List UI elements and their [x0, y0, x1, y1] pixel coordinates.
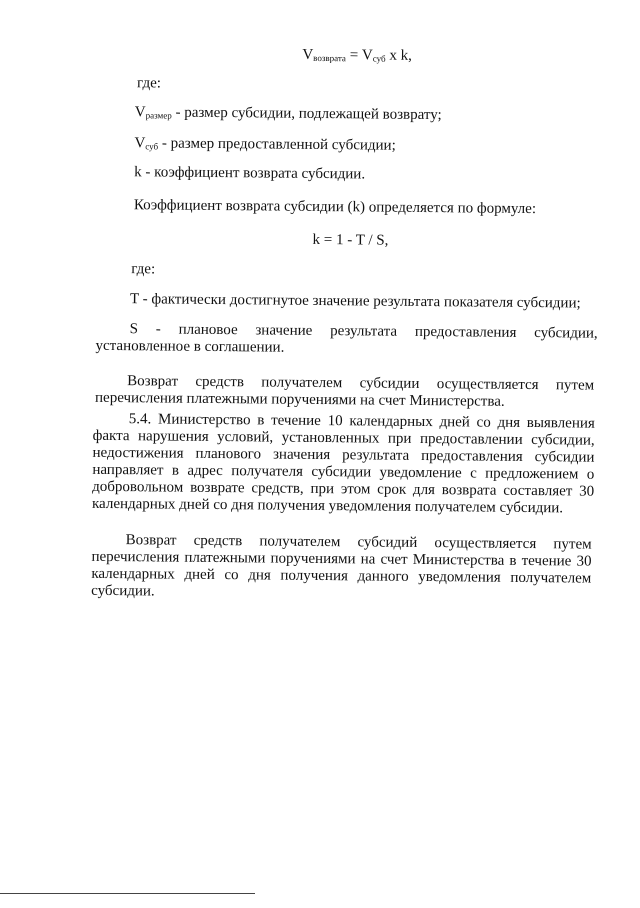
definition-s-line2: установленное в соглашении.	[95, 337, 285, 356]
formula-v-symbol: V	[302, 46, 314, 63]
section-5-4-line2: факта нарушения условий, установленных при предоставлении субсидии,	[92, 427, 595, 449]
def-v-symbol: V	[134, 104, 146, 121]
def-v-razmer-text: - размер субсидии, подлежащей возврату;	[171, 104, 442, 124]
coefficient-intro: Коэффициент возврата субсидии (k) определяется по формуле:	[133, 197, 537, 218]
section-5-4-line6: календарных дней со дня получения уведомления получателем субсидии.	[91, 495, 564, 517]
formula-vozvrat	[302, 46, 412, 68]
definition-k: k - коэффициент возврата субсидии.	[134, 164, 366, 183]
footnote-divider	[0, 893, 255, 894]
formula-equals: =	[345, 47, 363, 64]
section-5-4-line1: 5.4. Министерство в течение 10 календарных дней со дня выявления	[128, 411, 595, 432]
def-vsub-symbol: V	[134, 135, 146, 152]
return-paragraph-1-line2: перечисления платежными поручениями на счет Министерства.	[94, 389, 505, 410]
return-paragraph-2-line3: календарных дней со дня получения данного уведомления получателем	[91, 565, 592, 587]
section-5-4-line5: добровольном возврате средств, при этом срок для возврата составляет 30	[92, 478, 595, 500]
return-paragraph-2-line2: перечисления платежными поручениями на счет Министерства в течение 30	[91, 548, 592, 570]
gde-label-2: где:	[131, 261, 156, 278]
gde-label-1: где:	[136, 75, 162, 92]
formula-rest: x k,	[385, 47, 412, 64]
return-paragraph-1-line1: Возврат средств получателем субсидии осуществляется путем	[127, 373, 595, 394]
formula-v2-symbol: V	[361, 47, 373, 64]
formula-sub-vozvrata: возврата	[313, 52, 347, 64]
def-vsub-text: - размер предоставленной субсидии;	[158, 135, 396, 154]
formula-sub-sub: суб	[372, 53, 386, 64]
section-5-4-line4: направляет в адрес получателя субсидии уведомление с предложением о	[92, 461, 595, 483]
def-vsub-sub: суб	[145, 141, 159, 152]
definition-s-line1: S - плановое значение результата предоставления субсидии,	[129, 321, 598, 342]
section-5-4-line3: недостижения планового значения результата предоставления субсидии	[92, 444, 595, 466]
definition-t: T - фактически достигнутое значение результата показателя субсидии;	[129, 291, 581, 312]
definition-v-razmer	[135, 103, 442, 127]
formula-k: k = 1 - T / S,	[312, 231, 389, 249]
def-v-sub-razmer: размер	[145, 110, 172, 121]
return-paragraph-2-line1: Возврат средств получателем субсидий осуществляется путем	[125, 532, 592, 553]
definition-v-sub	[134, 134, 395, 158]
return-paragraph-2-line4: субсидии.	[91, 582, 155, 600]
